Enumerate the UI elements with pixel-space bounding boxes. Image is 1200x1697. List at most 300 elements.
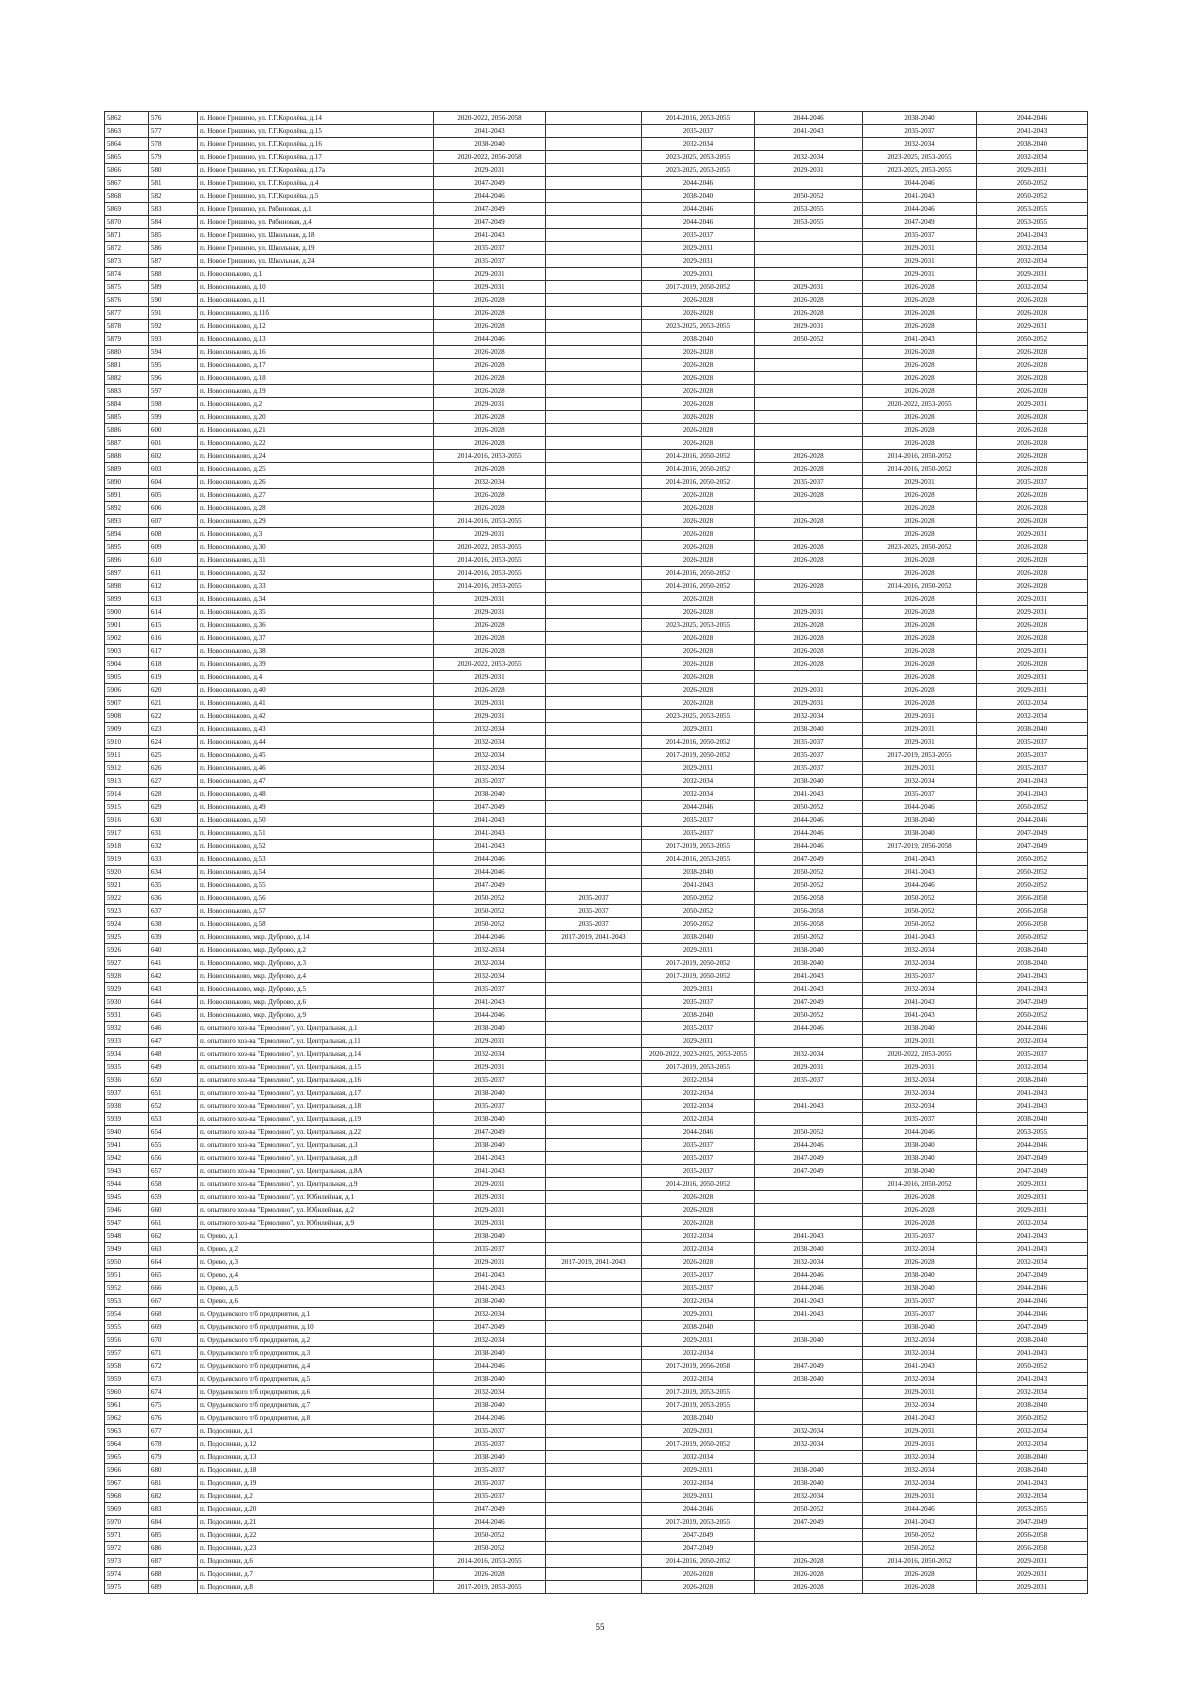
cell-period-2 <box>546 1061 642 1074</box>
cell-period-2 <box>546 320 642 333</box>
cell-period-2 <box>546 658 642 671</box>
cell-row-number: 5883 <box>105 385 149 398</box>
table-row <box>105 1568 1088 1581</box>
cell-row-number: 5863 <box>105 125 149 138</box>
cell-period-4: 2029-2031 <box>755 684 863 697</box>
cell-period-6: 2044-2046 <box>977 814 1088 827</box>
cell-period-4 <box>755 411 863 424</box>
cell-period-6: 2038-2040 <box>977 1464 1088 1477</box>
cell-row-number: 5890 <box>105 476 149 489</box>
cell-period-2 <box>546 1022 642 1035</box>
cell-period-1: 2014-2016, 2053-2055 <box>434 515 546 528</box>
cell-period-3: 2026-2028 <box>642 502 755 515</box>
cell-period-2 <box>546 1425 642 1438</box>
cell-period-6: 2032-2034 <box>977 151 1088 164</box>
cell-period-3: 2026-2028 <box>642 489 755 502</box>
table-row <box>105 229 1088 242</box>
cell-period-6: 2029-2031 <box>977 320 1088 333</box>
cell-period-1: 2029-2031 <box>434 671 546 684</box>
cell-row-number: 5949 <box>105 1243 149 1256</box>
cell-item-number: 641 <box>149 957 198 970</box>
cell-item-number: 670 <box>149 1334 198 1347</box>
cell-period-3: 2029-2031 <box>642 762 755 775</box>
cell-address: п. Подосинки, д.21 <box>198 1516 434 1529</box>
cell-period-6: 2026-2028 <box>977 437 1088 450</box>
cell-row-number: 5885 <box>105 411 149 424</box>
cell-row-number: 5956 <box>105 1334 149 1347</box>
cell-period-6: 2032-2034 <box>977 255 1088 268</box>
cell-period-3: 2032-2034 <box>642 1100 755 1113</box>
cell-period-1: 2035-2037 <box>434 1477 546 1490</box>
cell-period-2 <box>546 1451 642 1464</box>
cell-address: п. Новосиньково, д.53 <box>198 853 434 866</box>
cell-period-3: 2020-2022, 2023-2025, 2053-2055 <box>642 1048 755 1061</box>
cell-period-5: 2029-2031 <box>863 1490 977 1503</box>
cell-row-number: 5961 <box>105 1399 149 1412</box>
cell-period-3: 2026-2028 <box>642 1568 755 1581</box>
table-row <box>105 385 1088 398</box>
cell-period-1: 2047-2049 <box>434 216 546 229</box>
cell-period-5: 2026-2028 <box>863 567 977 580</box>
cell-period-4 <box>755 1347 863 1360</box>
cell-period-3: 2026-2028 <box>642 528 755 541</box>
cell-period-5: 2038-2040 <box>863 1269 977 1282</box>
cell-address: п. Новосиньково, д.2 <box>198 398 434 411</box>
cell-address: п. Новосиньково, мкр. Дуброво, д.5 <box>198 983 434 996</box>
cell-item-number: 612 <box>149 580 198 593</box>
cell-address: п. Новосиньково, мкр. Дуброво, д.6 <box>198 996 434 1009</box>
cell-period-6: 2041-2043 <box>977 1087 1088 1100</box>
cell-period-1: 2035-2037 <box>434 983 546 996</box>
table-row <box>105 554 1088 567</box>
cell-period-5: 2026-2028 <box>863 424 977 437</box>
cell-period-2 <box>546 697 642 710</box>
cell-period-1: 2044-2046 <box>434 1009 546 1022</box>
cell-item-number: 604 <box>149 476 198 489</box>
cell-period-5: 2038-2040 <box>863 1139 977 1152</box>
table-row <box>105 1308 1088 1321</box>
cell-period-5: 2026-2028 <box>863 489 977 502</box>
table-row <box>105 463 1088 476</box>
cell-period-4: 2032-2034 <box>755 151 863 164</box>
cell-period-1: 2029-2031 <box>434 528 546 541</box>
cell-row-number: 5938 <box>105 1100 149 1113</box>
cell-period-5: 2029-2031 <box>863 762 977 775</box>
cell-period-3: 2026-2028 <box>642 541 755 554</box>
table-row <box>105 1490 1088 1503</box>
cell-period-6: 2026-2028 <box>977 346 1088 359</box>
cell-period-2 <box>546 775 642 788</box>
cell-row-number: 5944 <box>105 1178 149 1191</box>
cell-period-5: 2041-2043 <box>863 996 977 1009</box>
cell-period-6: 2026-2028 <box>977 372 1088 385</box>
cell-period-5: 2038-2040 <box>863 1022 977 1035</box>
cell-period-3: 2032-2034 <box>642 1477 755 1490</box>
cell-period-5: 2044-2046 <box>863 177 977 190</box>
table-row <box>105 1555 1088 1568</box>
cell-period-1: 2041-2043 <box>434 827 546 840</box>
cell-period-1: 2035-2037 <box>434 775 546 788</box>
cell-period-6: 2032-2034 <box>977 710 1088 723</box>
cell-address: п. Новосиньково, мкр. Дуброво, д.14 <box>198 931 434 944</box>
cell-period-3: 2026-2028 <box>642 346 755 359</box>
cell-item-number: 658 <box>149 1178 198 1191</box>
cell-item-number: 610 <box>149 554 198 567</box>
cell-address: п. Новосиньково, д.37 <box>198 632 434 645</box>
cell-period-1: 2014-2016, 2053-2055 <box>434 450 546 463</box>
cell-row-number: 5927 <box>105 957 149 970</box>
table-row <box>105 840 1088 853</box>
cell-item-number: 628 <box>149 788 198 801</box>
cell-period-4: 2050-2052 <box>755 1126 863 1139</box>
cell-period-2 <box>546 424 642 437</box>
cell-period-4 <box>755 528 863 541</box>
cell-period-3: 2038-2040 <box>642 1009 755 1022</box>
cell-period-3: 2026-2028 <box>642 684 755 697</box>
cell-period-4: 2050-2052 <box>755 190 863 203</box>
cell-period-4 <box>755 177 863 190</box>
cell-period-2 <box>546 359 642 372</box>
cell-period-6: 2041-2043 <box>977 1100 1088 1113</box>
cell-period-3: 2032-2034 <box>642 1087 755 1100</box>
cell-item-number: 671 <box>149 1347 198 1360</box>
table-row <box>105 1412 1088 1425</box>
table-row <box>105 1373 1088 1386</box>
cell-period-1: 2041-2043 <box>434 1269 546 1282</box>
cell-address: п. опытного хоз-ва "Ермолино", ул. Юбилейная, д.1 <box>198 1191 434 1204</box>
cell-period-4 <box>755 1542 863 1555</box>
cell-row-number: 5973 <box>105 1555 149 1568</box>
table-row <box>105 1477 1088 1490</box>
cell-period-1: 2026-2028 <box>434 632 546 645</box>
cell-period-1: 2041-2043 <box>434 229 546 242</box>
cell-address: п. Орудьевского т/б предприятия, д.4 <box>198 1360 434 1373</box>
cell-row-number: 5904 <box>105 658 149 671</box>
table-row <box>105 814 1088 827</box>
cell-address: п. Орудьевского т/б предприятия, д.2 <box>198 1334 434 1347</box>
cell-period-5: 2020-2022, 2053-2055 <box>863 398 977 411</box>
cell-item-number: 576 <box>149 112 198 125</box>
cell-period-4: 2038-2040 <box>755 1243 863 1256</box>
cell-period-1: 2038-2040 <box>434 1139 546 1152</box>
cell-address: п. Новосиньково, д.45 <box>198 749 434 762</box>
cell-row-number: 5901 <box>105 619 149 632</box>
cell-period-1: 2038-2040 <box>434 1451 546 1464</box>
cell-period-3: 2032-2034 <box>642 775 755 788</box>
cell-period-4: 2050-2052 <box>755 333 863 346</box>
cell-period-5: 2026-2028 <box>863 372 977 385</box>
cell-row-number: 5928 <box>105 970 149 983</box>
cell-row-number: 5913 <box>105 775 149 788</box>
cell-address: п. Новосиньково, д.40 <box>198 684 434 697</box>
cell-period-2: 2017-2019, 2041-2043 <box>546 931 642 944</box>
cell-period-3: 2044-2046 <box>642 801 755 814</box>
cell-address: п. Новосиньково, д.31 <box>198 554 434 567</box>
cell-row-number: 5954 <box>105 1308 149 1321</box>
cell-period-2 <box>546 1568 642 1581</box>
cell-period-1: 2044-2046 <box>434 931 546 944</box>
cell-period-1: 2026-2028 <box>434 424 546 437</box>
cell-period-5: 2029-2031 <box>863 710 977 723</box>
cell-period-5: 2035-2037 <box>863 788 977 801</box>
table-row <box>105 762 1088 775</box>
cell-period-2 <box>546 1412 642 1425</box>
cell-period-3: 2017-2019, 2050-2052 <box>642 749 755 762</box>
cell-period-4: 2041-2043 <box>755 1308 863 1321</box>
cell-period-4 <box>755 1451 863 1464</box>
table-row <box>105 1295 1088 1308</box>
cell-period-1: 2026-2028 <box>434 411 546 424</box>
cell-period-4: 2026-2028 <box>755 580 863 593</box>
cell-period-1: 2044-2046 <box>434 333 546 346</box>
cell-period-3: 2026-2028 <box>642 632 755 645</box>
cell-period-4 <box>755 1399 863 1412</box>
cell-period-2 <box>546 1139 642 1152</box>
cell-row-number: 5879 <box>105 333 149 346</box>
table-row <box>105 892 1088 905</box>
cell-item-number: 682 <box>149 1490 198 1503</box>
cell-item-number: 662 <box>149 1230 198 1243</box>
cell-period-3: 2026-2028 <box>642 658 755 671</box>
table-row <box>105 1178 1088 1191</box>
cell-period-1: 2038-2040 <box>434 788 546 801</box>
cell-period-1: 2032-2034 <box>434 970 546 983</box>
cell-period-4: 2041-2043 <box>755 125 863 138</box>
cell-period-2 <box>546 1386 642 1399</box>
cell-period-2 <box>546 411 642 424</box>
table-row <box>105 359 1088 372</box>
cell-item-number: 659 <box>149 1191 198 1204</box>
cell-period-4: 2050-2052 <box>755 801 863 814</box>
cell-period-4: 2056-2058 <box>755 905 863 918</box>
cell-period-2 <box>546 684 642 697</box>
cell-address: п. Подосинки, д.19 <box>198 1477 434 1490</box>
cell-item-number: 624 <box>149 736 198 749</box>
cell-address: п. Подосинки, д.6 <box>198 1555 434 1568</box>
cell-period-6: 2026-2028 <box>977 632 1088 645</box>
cell-period-5: 2050-2052 <box>863 892 977 905</box>
cell-period-3: 2029-2031 <box>642 983 755 996</box>
cell-row-number: 5935 <box>105 1061 149 1074</box>
cell-period-1: 2038-2040 <box>434 1230 546 1243</box>
cell-row-number: 5865 <box>105 151 149 164</box>
cell-period-4: 2056-2058 <box>755 892 863 905</box>
cell-period-5: 2032-2034 <box>863 1087 977 1100</box>
cell-period-4: 2026-2028 <box>755 619 863 632</box>
cell-period-6: 2029-2031 <box>977 1555 1088 1568</box>
cell-period-2 <box>546 437 642 450</box>
cell-period-4: 2056-2058 <box>755 918 863 931</box>
cell-period-4: 2026-2028 <box>755 1555 863 1568</box>
cell-period-4: 2053-2055 <box>755 203 863 216</box>
cell-item-number: 619 <box>149 671 198 684</box>
cell-period-6: 2047-2049 <box>977 996 1088 1009</box>
cell-period-5: 2032-2034 <box>863 1243 977 1256</box>
cell-period-6: 2032-2034 <box>977 1438 1088 1451</box>
cell-period-4: 2029-2031 <box>755 320 863 333</box>
cell-period-1: 2020-2022, 2053-2055 <box>434 541 546 554</box>
cell-address: п. Новосиньково, д.42 <box>198 710 434 723</box>
cell-address: п. Новосиньково, д.44 <box>198 736 434 749</box>
cell-period-2 <box>546 190 642 203</box>
cell-period-4: 2029-2031 <box>755 606 863 619</box>
cell-period-4: 2044-2046 <box>755 112 863 125</box>
cell-period-2 <box>546 1165 642 1178</box>
cell-address: п. Новое Гришино, ул. Г.Г.Королёва, д.17а <box>198 164 434 177</box>
cell-address: п. опытного хоз-ва "Ермолино", ул. Центральная, д.22 <box>198 1126 434 1139</box>
table-row <box>105 619 1088 632</box>
cell-period-4 <box>755 567 863 580</box>
cell-item-number: 653 <box>149 1113 198 1126</box>
table-row <box>105 866 1088 879</box>
cell-period-2 <box>546 1516 642 1529</box>
cell-period-4: 2041-2043 <box>755 1295 863 1308</box>
cell-period-5: 2032-2034 <box>863 775 977 788</box>
cell-period-2 <box>546 1360 642 1373</box>
cell-period-6: 2032-2034 <box>977 697 1088 710</box>
cell-row-number: 5936 <box>105 1074 149 1087</box>
cell-period-3: 2026-2028 <box>642 437 755 450</box>
cell-period-2 <box>546 814 642 827</box>
cell-period-1: 2032-2034 <box>434 1334 546 1347</box>
cell-item-number: 600 <box>149 424 198 437</box>
table-row <box>105 1048 1088 1061</box>
cell-address: п. Новосиньково, д.26 <box>198 476 434 489</box>
cell-period-1: 2047-2049 <box>434 1321 546 1334</box>
cell-period-2 <box>546 1113 642 1126</box>
cell-period-6: 2056-2058 <box>977 1542 1088 1555</box>
cell-address: п. Новосиньково, д.10 <box>198 281 434 294</box>
cell-item-number: 627 <box>149 775 198 788</box>
cell-period-1: 2032-2034 <box>434 749 546 762</box>
table-row <box>105 645 1088 658</box>
cell-period-4: 2044-2046 <box>755 1269 863 1282</box>
cell-period-6: 2029-2031 <box>977 606 1088 619</box>
cell-period-4: 2026-2028 <box>755 554 863 567</box>
cell-item-number: 633 <box>149 853 198 866</box>
cell-period-3: 2026-2028 <box>642 359 755 372</box>
table-row <box>105 1360 1088 1373</box>
cell-period-4 <box>755 437 863 450</box>
cell-period-3: 2047-2049 <box>642 1529 755 1542</box>
cell-period-1: 2044-2046 <box>434 853 546 866</box>
cell-period-1: 2014-2016, 2053-2055 <box>434 567 546 580</box>
cell-item-number: 636 <box>149 892 198 905</box>
cell-period-4 <box>755 229 863 242</box>
cell-item-number: 615 <box>149 619 198 632</box>
cell-item-number: 623 <box>149 723 198 736</box>
cell-period-6: 2032-2034 <box>977 1490 1088 1503</box>
table-row <box>105 1451 1088 1464</box>
cell-period-3: 2026-2028 <box>642 398 755 411</box>
table-row <box>105 944 1088 957</box>
cell-period-3: 2029-2031 <box>642 944 755 957</box>
cell-period-1: 2044-2046 <box>434 190 546 203</box>
cell-address: п. опытного хоз-ва "Ермолино", ул. Центральная, д.18 <box>198 1100 434 1113</box>
cell-row-number: 5940 <box>105 1126 149 1139</box>
cell-period-4 <box>755 1204 863 1217</box>
cell-period-5: 2029-2031 <box>863 242 977 255</box>
cell-item-number: 665 <box>149 1269 198 1282</box>
cell-address: п. Новосиньково, д.49 <box>198 801 434 814</box>
cell-period-1: 2026-2028 <box>434 489 546 502</box>
table-row <box>105 684 1088 697</box>
cell-period-1: 2035-2037 <box>434 1464 546 1477</box>
cell-address: п. Новосиньково, д.48 <box>198 788 434 801</box>
table-row <box>105 1100 1088 1113</box>
cell-period-3: 2032-2034 <box>642 1295 755 1308</box>
cell-address: п. Новосиньково, д.22 <box>198 437 434 450</box>
cell-period-3: 2017-2019, 2050-2052 <box>642 1438 755 1451</box>
cell-address: п. Орудьевского т/б предприятия, д.7 <box>198 1399 434 1412</box>
cell-item-number: 583 <box>149 203 198 216</box>
cell-period-6: 2029-2031 <box>977 593 1088 606</box>
cell-period-1: 2032-2034 <box>434 944 546 957</box>
cell-period-5: 2038-2040 <box>863 1152 977 1165</box>
cell-row-number: 5957 <box>105 1347 149 1360</box>
cell-item-number: 687 <box>149 1555 198 1568</box>
cell-row-number: 5892 <box>105 502 149 515</box>
cell-period-5: 2032-2034 <box>863 983 977 996</box>
cell-item-number: 654 <box>149 1126 198 1139</box>
cell-period-6: 2041-2043 <box>977 775 1088 788</box>
cell-item-number: 632 <box>149 840 198 853</box>
cell-period-4 <box>755 372 863 385</box>
cell-period-1: 2032-2034 <box>434 1308 546 1321</box>
cell-period-5: 2014-2016, 2050-2052 <box>863 580 977 593</box>
cell-item-number: 584 <box>149 216 198 229</box>
cell-period-1: 2050-2052 <box>434 892 546 905</box>
cell-period-3: 2026-2028 <box>642 606 755 619</box>
cell-period-1: 2035-2037 <box>434 255 546 268</box>
cell-period-1: 2026-2028 <box>434 684 546 697</box>
cell-period-6: 2035-2037 <box>977 476 1088 489</box>
cell-item-number: 668 <box>149 1308 198 1321</box>
cell-period-2 <box>546 632 642 645</box>
cell-row-number: 5875 <box>105 281 149 294</box>
cell-period-6: 2035-2037 <box>977 1048 1088 1061</box>
cell-period-3: 2014-2016, 2050-2052 <box>642 580 755 593</box>
cell-period-6: 2047-2049 <box>977 1152 1088 1165</box>
cell-item-number: 579 <box>149 151 198 164</box>
cell-address: п. опытного хоз-ва "Ермолино", ул. Центральная, д.8А <box>198 1165 434 1178</box>
cell-address: п. Подосинки, д.18 <box>198 1464 434 1477</box>
table-row <box>105 1139 1088 1152</box>
cell-period-5: 2023-2025, 2050-2052 <box>863 541 977 554</box>
cell-period-2 <box>546 463 642 476</box>
cell-address: п. Новосиньково, д.28 <box>198 502 434 515</box>
cell-row-number: 5925 <box>105 931 149 944</box>
cell-period-2 <box>546 1438 642 1451</box>
cell-period-4: 2038-2040 <box>755 1477 863 1490</box>
cell-period-3: 2029-2031 <box>642 1334 755 1347</box>
cell-period-6: 2026-2028 <box>977 567 1088 580</box>
cell-item-number: 688 <box>149 1568 198 1581</box>
table-row <box>105 333 1088 346</box>
cell-period-2 <box>546 879 642 892</box>
cell-period-1: 2038-2040 <box>434 1373 546 1386</box>
cell-period-1: 2026-2028 <box>434 463 546 476</box>
cell-period-5: 2026-2028 <box>863 671 977 684</box>
table-row <box>105 1152 1088 1165</box>
cell-period-2 <box>546 1399 642 1412</box>
cell-row-number: 5873 <box>105 255 149 268</box>
cell-item-number: 677 <box>149 1425 198 1438</box>
cell-row-number: 5919 <box>105 853 149 866</box>
cell-period-2 <box>546 1217 642 1230</box>
cell-period-5: 2044-2046 <box>863 203 977 216</box>
table-row <box>105 775 1088 788</box>
